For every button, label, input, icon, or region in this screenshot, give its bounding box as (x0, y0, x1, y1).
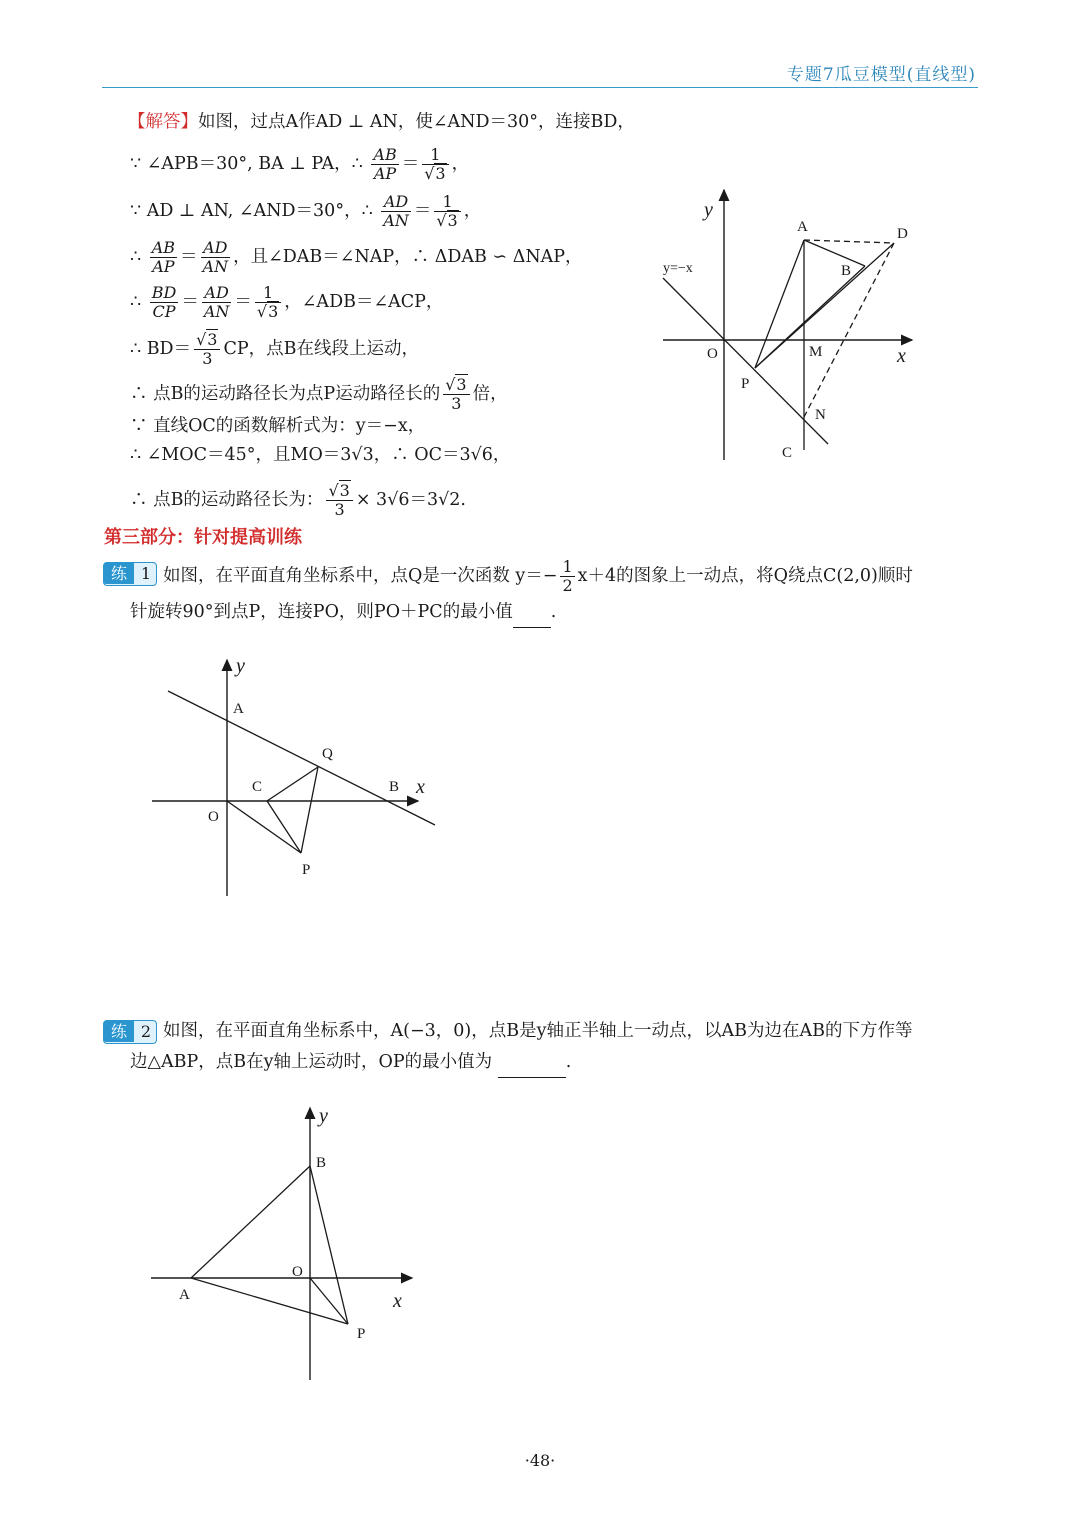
solution-line-7: ∴ 点B的运动路径长为点P运动路径长的 $\frac{√3}{3}$ 倍， (130, 375, 508, 413)
point-b: B (389, 779, 400, 795)
line-ab (168, 691, 435, 825)
segment-ap (755, 240, 804, 368)
solution-text-1: 如图，过点A作AD ⊥ AN，使∠AND＝30°，连接BD， (198, 112, 635, 132)
fraction: $\frac{1}{2}$ (562, 557, 573, 595)
solution-text-3: ∵ AD ⊥ AN, ∠AND＝30°，∴ (130, 201, 373, 221)
point-a: A (233, 701, 244, 717)
solution-text-4: ∴ (130, 247, 142, 267)
line-y-neg-x (663, 278, 828, 444)
figure-problem2 (145, 1100, 430, 1385)
fraction: $\frac{AD}{AN}$ (203, 283, 230, 321)
point-o: O (707, 346, 718, 362)
segment-ab (804, 240, 865, 266)
section-title: 第三部分：针对提高训练 (104, 527, 302, 548)
x-axis-label: x (416, 776, 425, 798)
solution-tag: 【解答】 (128, 112, 198, 132)
solution-text-6: ∴ BD＝ (130, 339, 192, 359)
exercise-badge-2: 练 2 (103, 1020, 157, 1044)
segment-cp (267, 801, 301, 853)
solution-line-3: ∵ AD ⊥ AN, ∠AND＝30°，∴ $\frac{AD}{AN}$ ＝ $\frac{1}{√3}$ ， (130, 192, 482, 230)
point-p: P (357, 1326, 366, 1342)
exercise-badge-1: 练 1 (103, 562, 157, 586)
point-b: B (316, 1155, 327, 1171)
figure-problem1 (145, 650, 445, 905)
solution-text-10: ∴ 点B的运动路径长为： (130, 490, 324, 510)
header-title: 专题7瓜豆模型(直线型) (786, 65, 976, 85)
point-a: A (179, 1287, 190, 1303)
solution-text-5: ∴ (130, 292, 142, 312)
segment-ap (191, 1278, 348, 1324)
fraction: $\frac{BD}{CP}$ (151, 283, 177, 321)
fraction: $\frac{AB}{AP}$ (151, 238, 176, 276)
point-a: A (797, 219, 808, 235)
point-m: M (809, 344, 823, 360)
fraction: $\frac{1}{√3}$ (422, 146, 448, 183)
problem1-line-1: 如图，在平面直角坐标系中，点Q是一次函数 y＝− $\frac{1}{2}$ x＋4的图象上一动点，将Q绕点C(2,0)顺时 (163, 557, 913, 595)
solution-text-2: ∵ ∠APB＝30°, BA ⊥ PA，∴ (130, 154, 363, 174)
figure-main (650, 180, 930, 470)
answer-blank[interactable] (513, 597, 551, 628)
y-axis-label: y (704, 199, 713, 221)
fraction: $\frac{AD}{AN}$ (202, 238, 229, 276)
fraction: $\frac{√3}{3}$ (326, 482, 352, 519)
point-c: C (782, 445, 793, 461)
segment-cq (267, 767, 318, 801)
point-b: B (841, 263, 852, 279)
point-n: N (815, 407, 826, 423)
problem2-line-2: 边△ABP，点B在y轴上运动时，OP的最小值为 . (130, 1047, 571, 1078)
solution-line-5: ∴ $\frac{BD}{CP}$ ＝ $\frac{AD}{AN}$ ＝ $\frac{1}{√3}$ ，∠ADB＝∠ACP， (130, 283, 444, 321)
x-axis-label: x (897, 345, 906, 367)
fraction: $\frac{AD}{AN}$ (383, 192, 409, 230)
solution-line-8: ∵ 直线OC的函数解析式为：y＝−x， (130, 416, 426, 436)
segment-op (227, 801, 301, 853)
solution-line-9: ∴ ∠MOC＝45°，且MO＝3√3，∴ OC＝3√6， (130, 445, 511, 465)
point-c: C (252, 779, 263, 795)
solution-text-7: ∴ 点B的运动路径长为点P运动路径长的 (130, 384, 441, 404)
fraction: $\frac{AB}{AP}$ (373, 145, 397, 183)
point-d: D (897, 226, 908, 242)
fraction: $\frac{1}{√3}$ (255, 284, 281, 321)
point-p: P (741, 376, 750, 392)
solution-line-10: ∴ 点B的运动路径长为： $\frac{√3}{3}$ × 3√6＝3√2. (130, 481, 466, 519)
solution-line-2: ∵ ∠APB＝30°, BA ⊥ PA，∴ $\frac{AB}{AP}$ ＝ $\frac{1}{√3}$ ， (130, 145, 470, 183)
point-q: Q (322, 746, 333, 762)
header-rule (102, 87, 978, 88)
y-axis-label: y (236, 655, 245, 677)
page-number: ·48· (524, 1451, 556, 1470)
answer-blank[interactable] (498, 1047, 566, 1078)
segment-ab (191, 1166, 310, 1278)
x-axis-label: x (393, 1290, 402, 1312)
problem2-line-1: 如图，在平面直角坐标系中，A(−3，0)，点B是y轴正半轴上一动点，以AB为边在AB的下方作等 (163, 1021, 913, 1041)
solution-line-6: ∴ BD＝ $\frac{√3}{3}$ CP，点B在线段上运动， (130, 330, 420, 368)
y-axis-label: y (319, 1105, 328, 1127)
problem1-line-2: 针旋转90°到点P，连接PO，则PO＋PC的最小值 . (130, 597, 556, 628)
segment-pd (755, 243, 894, 368)
point-o: O (208, 809, 219, 825)
solution-line-4: ∴ $\frac{AB}{AP}$ ＝ $\frac{AD}{AN}$ ，且∠DAB＝∠NAP，∴ ΔDAB ∽ ΔNAP， (130, 238, 583, 276)
solution-line-1 (128, 110, 635, 134)
fraction: $\frac{√3}{3}$ (194, 331, 220, 368)
fraction: $\frac{1}{√3}$ (434, 193, 460, 230)
segment-ad (804, 240, 894, 243)
fraction: $\frac{√3}{3}$ (443, 376, 469, 413)
segment-qp (301, 767, 318, 853)
point-o: O (292, 1264, 303, 1280)
point-p: P (302, 862, 311, 878)
line-label: y=−x (663, 261, 693, 276)
